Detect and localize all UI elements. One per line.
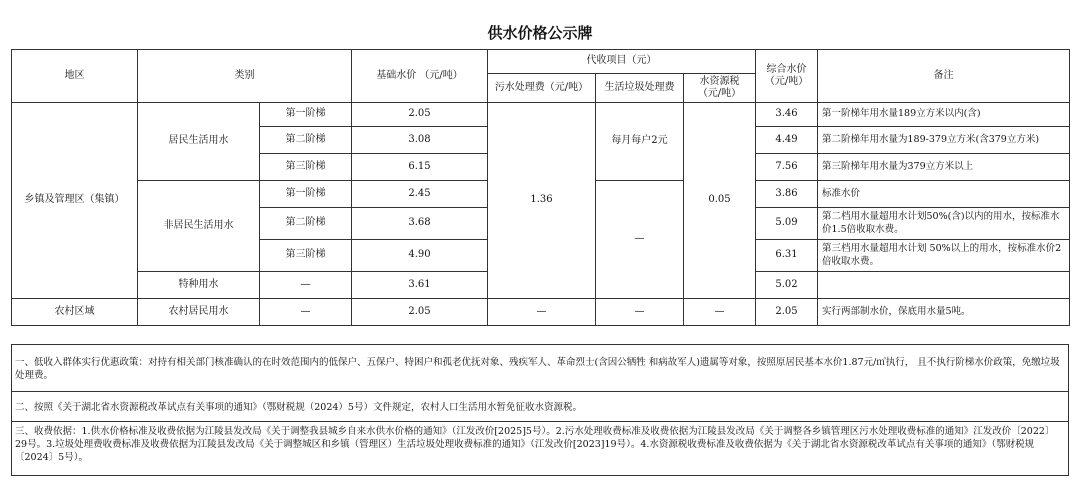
header-remarks: 备注	[818, 50, 1070, 103]
table-row	[12, 299, 1070, 326]
base-price-cell: 2.05	[352, 103, 488, 127]
remark-cell	[818, 272, 1070, 299]
category-rural-residential: 农村居民用水	[138, 299, 260, 326]
divider	[12, 391, 1068, 392]
rural-sewage-cell: —	[488, 299, 596, 326]
rural-garbage-cell: —	[596, 299, 684, 326]
region-town: 乡镇及管理区（集镇）	[12, 103, 138, 299]
category-non-residential: 非居民生活用水	[138, 181, 260, 272]
table-row	[12, 103, 1070, 127]
header-resource-tax: 水资源税（元/吨）	[684, 74, 756, 103]
base-price-cell: 2.05	[352, 299, 488, 326]
category-special: 特种用水	[138, 272, 260, 299]
category-residential: 居民生活用水	[138, 103, 260, 181]
garbage-residential-cell: 每月每户2元	[596, 103, 684, 181]
notes-box	[11, 344, 1069, 476]
garbage-non-residential-cell: —	[596, 181, 684, 299]
total-price-cell: 6.31	[756, 240, 818, 272]
divider	[12, 421, 1068, 422]
page-title: 供水价格公示牌	[487, 24, 593, 42]
remark-cell: 第二档用水量超用水计划50%(含)以内的用水，按标准水价1.5倍收取水费。	[818, 208, 1070, 240]
header-category: 类别	[138, 50, 352, 103]
region-rural: 农村区域	[12, 299, 138, 326]
total-price-cell: 5.09	[756, 208, 818, 240]
total-price-cell: 3.46	[756, 103, 818, 127]
note-3: 三、收费依据：1.供水价格标准及收费依据为江陵县发改局《关于调整我县城乡自来水供水价格的通知》（江发改价[2025]5号）。2.污水处理收费标准及收费依据为江陵县发改局《关于调整各乡镇管理区污水处理收费标准的通知》江发改价〔2022〕29号。3.垃圾处理费收费标准及收费依据为江陵县发改局《关于调整城区和乡镇（管理区）生活垃圾处理收费标准的通知》（江发改价[2023]19号）。4.水资源税收费标准及收费依据为《关于湖北省水资源税改革试点有关事项的通知》（鄂财税规〔2024〕5号）。	[15, 426, 1055, 463]
note-1: 一、低收入群体实行优惠政策：对持有相关部门核准确认的在时效范围内的低保户、五保户、特困户和孤老优抚对象、残疾军人、革命烈士(含因公牺牲 和病故军人)遗属等对象，按照原居民基本水价1.87元/㎥执行， 且不执行阶梯水价政策，免缴垃圾处理费。	[15, 357, 1060, 381]
price-table	[11, 49, 1070, 326]
header-total: 综合水价（元/吨）	[756, 50, 818, 103]
tier-cell: 第一阶梯	[260, 103, 352, 127]
total-price-cell: 5.02	[756, 272, 818, 299]
remark-cell: 第三阶梯年用水量为379立方米以上	[818, 154, 1070, 181]
total-price-cell: 4.49	[756, 127, 818, 154]
header-collection: 代收项目（元）	[488, 50, 756, 74]
tier-cell: —	[260, 299, 352, 326]
remark-cell: 第二阶梯年用水量为189-379立方米(含379立方米)	[818, 127, 1070, 154]
tier-cell: —	[260, 272, 352, 299]
base-price-cell: 6.15	[352, 154, 488, 181]
total-price-cell: 2.05	[756, 299, 818, 326]
tier-cell: 第二阶梯	[260, 208, 352, 240]
tier-cell: 第一阶梯	[260, 181, 352, 208]
header-base-price: 基础水价 （元/吨）	[352, 50, 488, 103]
remark-cell: 第一阶梯年用水量189立方米以内(含)	[818, 103, 1070, 127]
sewage-cell: 1.36	[488, 103, 596, 299]
header-garbage: 生活垃圾处理费	[596, 74, 684, 103]
base-price-cell: 3.08	[352, 127, 488, 154]
tier-cell: 第三阶梯	[260, 154, 352, 181]
header-region: 地区	[12, 50, 138, 103]
total-price-cell: 7.56	[756, 154, 818, 181]
base-price-cell: 2.45	[352, 181, 488, 208]
remark-cell: 第三档用水量超用水计划 50%以上的用水，按标准水价2倍收取水费。	[818, 240, 1070, 272]
remark-cell: 标准水价	[818, 181, 1070, 208]
total-price-cell: 3.86	[756, 181, 818, 208]
base-price-cell: 4.90	[352, 240, 488, 272]
base-price-cell: 3.68	[352, 208, 488, 240]
tier-cell: 第三阶梯	[260, 240, 352, 272]
tier-cell: 第二阶梯	[260, 127, 352, 154]
remark-cell: 实行两部制水价，保底用水量5吨。	[818, 299, 1070, 326]
resource-tax-cell: 0.05	[684, 103, 756, 299]
rural-tax-cell: —	[684, 299, 756, 326]
header-sewage: 污水处理费（元/吨）	[488, 74, 596, 103]
base-price-cell: 3.61	[352, 272, 488, 299]
note-2: 二、按照《关于湖北省水资源税改革试点有关事项的通知》（鄂财税规（2024）5号）文件规定，农村人口生活用水暂免征收水资源税。	[15, 402, 582, 413]
